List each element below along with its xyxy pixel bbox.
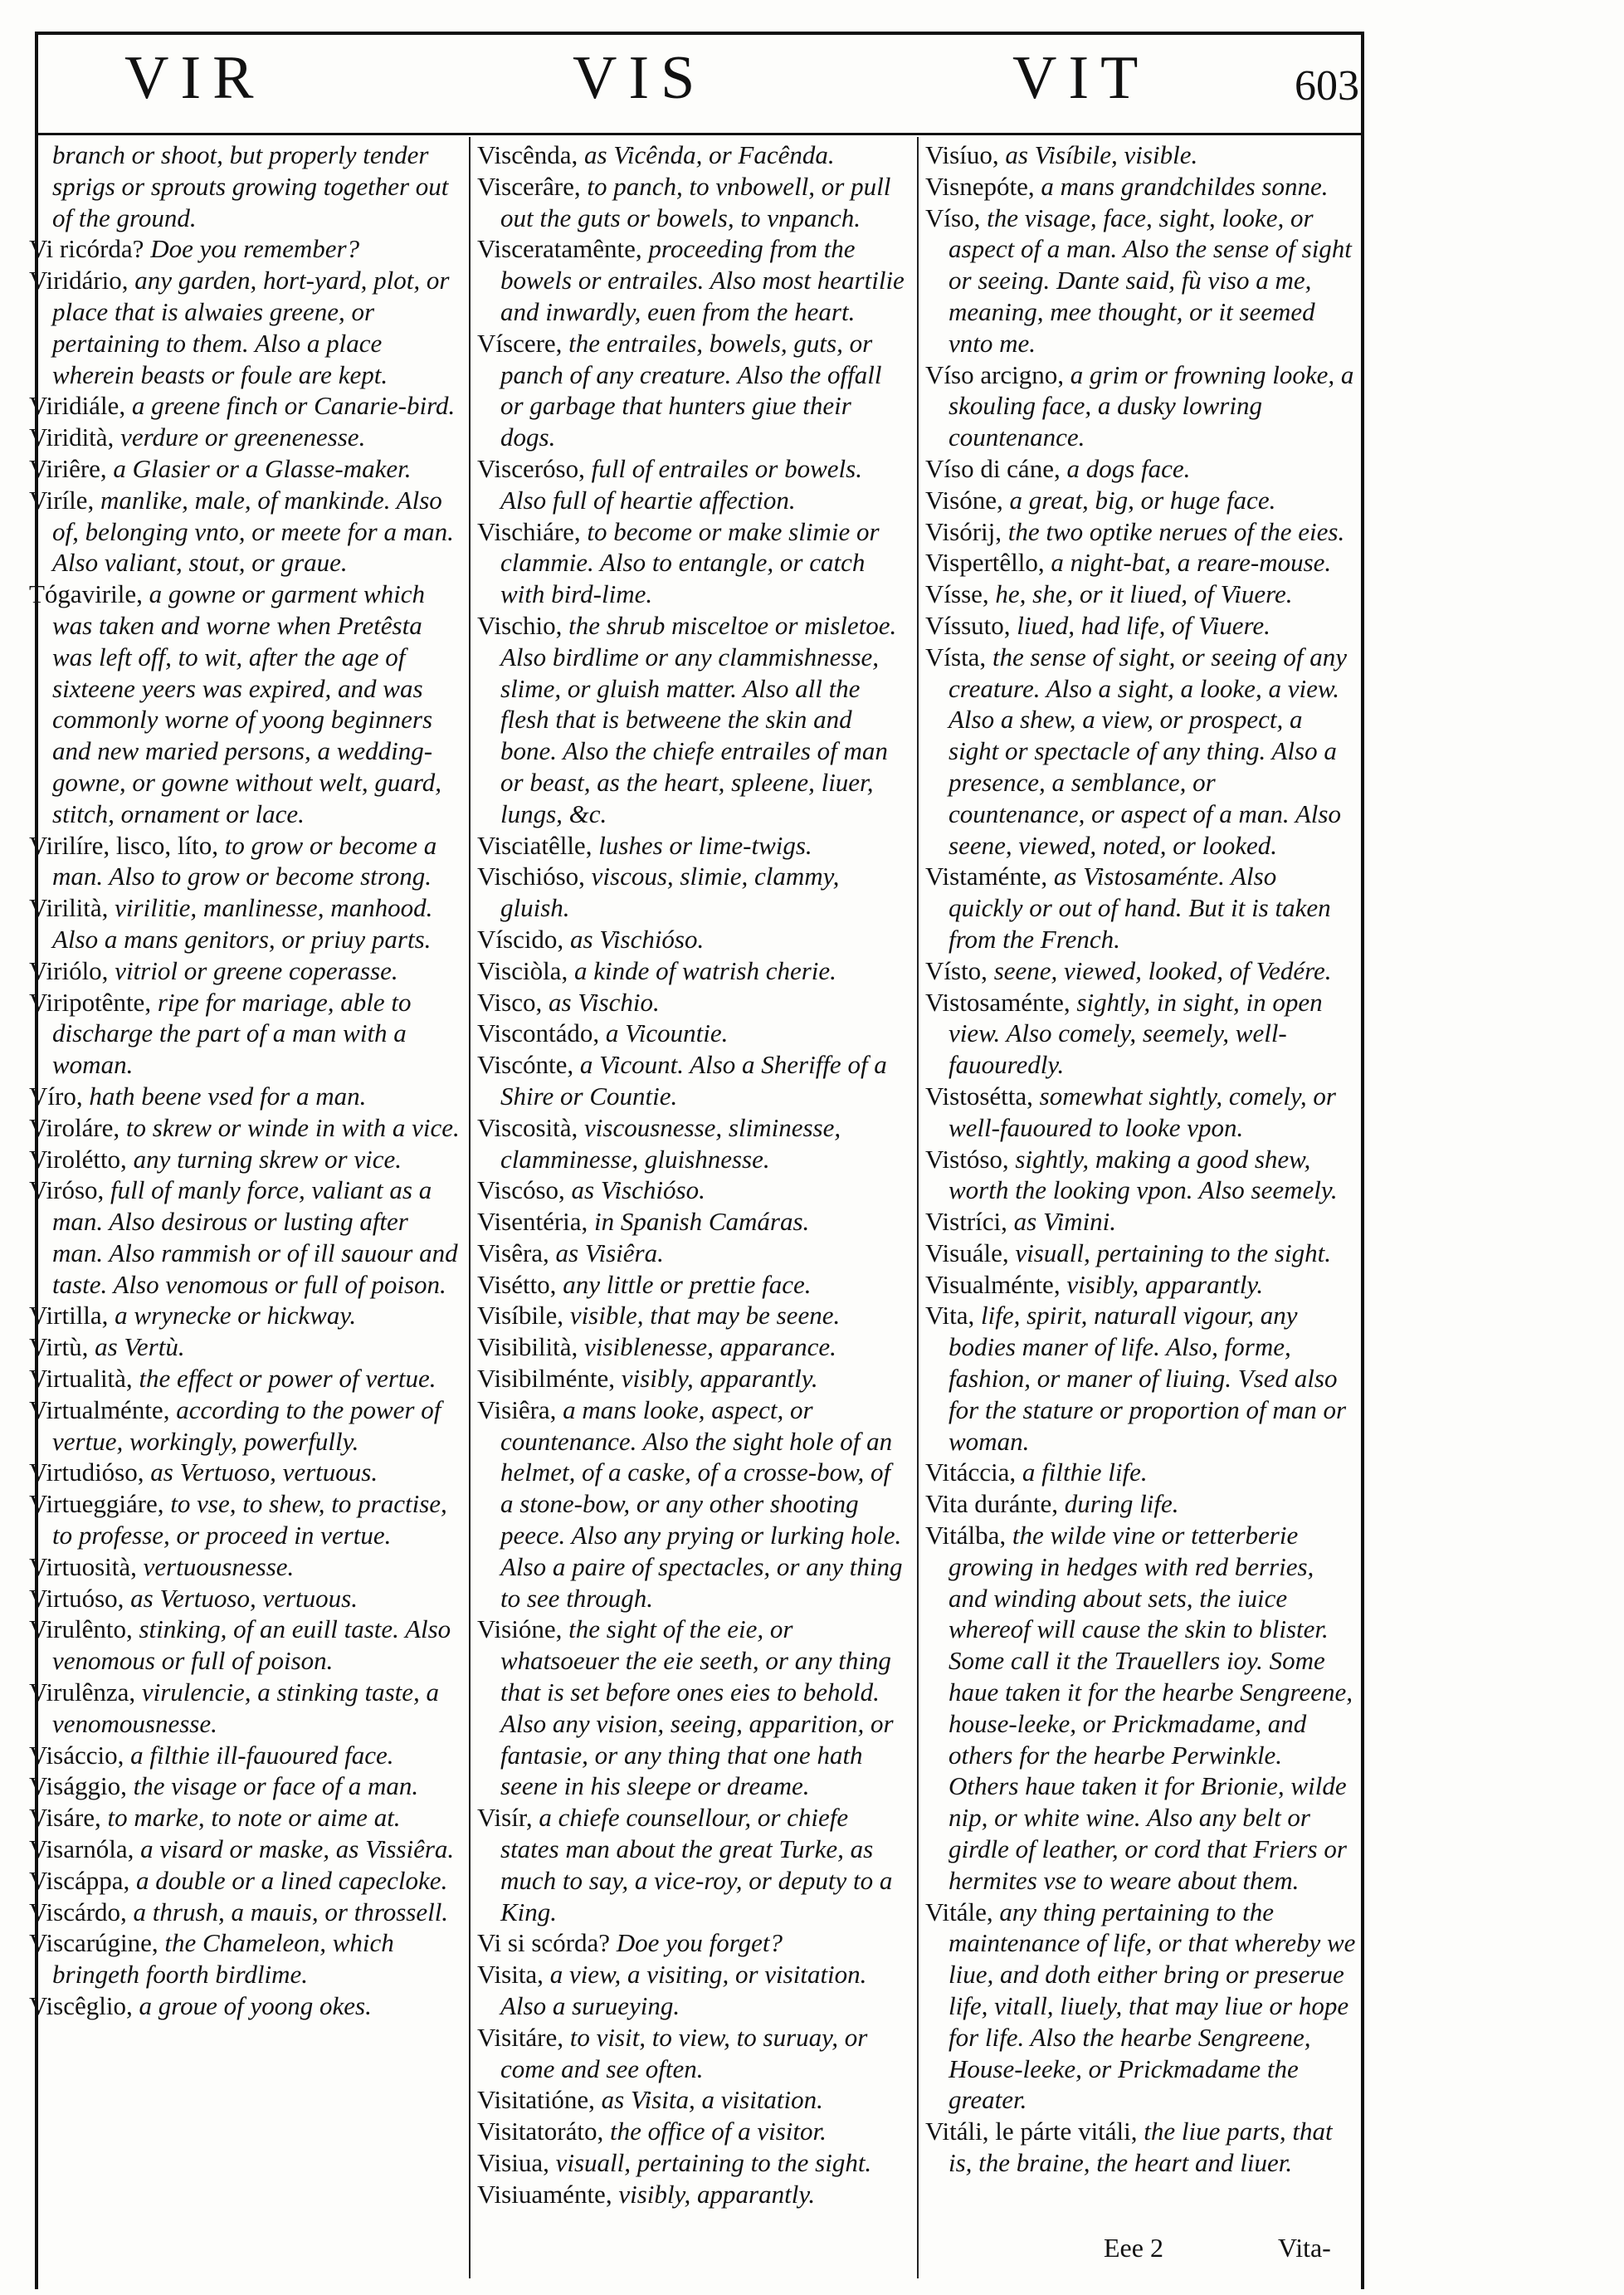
definition: any turning skrew or vice.	[133, 1144, 402, 1174]
headword: Vispertêllo,	[925, 548, 1045, 578]
dictionary-entry	[477, 139, 909, 171]
dictionary-entry	[477, 2084, 909, 2116]
headword: Visceróso,	[477, 453, 585, 483]
headword: Virolétto,	[29, 1144, 127, 1174]
headword: Viridiále,	[29, 391, 126, 421]
headword: Viroláre,	[29, 1112, 120, 1142]
dictionary-entry	[477, 2147, 909, 2179]
headword: Vita duránte,	[925, 1489, 1058, 1519]
headword: Visóne,	[925, 485, 1003, 515]
headword: Visciòla,	[477, 955, 568, 985]
definition: to marke, to note or aime at.	[107, 1803, 401, 1833]
definition: a mans grandchildes sonne.	[1041, 171, 1329, 201]
definition: to panch, to vnbowell, or pull out the guts or bowels, to vnpanch.	[500, 171, 891, 232]
headword: Viríle,	[29, 485, 95, 515]
dictionary-entry	[29, 1394, 461, 1458]
headword: Visitatióne,	[477, 2085, 595, 2115]
definition: as Vischióso.	[569, 924, 705, 954]
headword: Vísta,	[925, 642, 987, 671]
dictionary-entry	[29, 233, 461, 265]
definition: visibly, apparantly.	[1066, 1269, 1264, 1299]
headword: Viscontádo,	[477, 1018, 600, 1048]
headword: Vita,	[925, 1301, 975, 1331]
dictionary-entry	[477, 516, 909, 610]
definition: verdure or greenenesse.	[120, 422, 366, 452]
definition: the entrailes, bowels, guts, or panch of any creature. Also the offall or garbage that hunters giue their dogs.	[500, 328, 882, 452]
headword: Virulênto,	[29, 1614, 133, 1644]
dictionary-entry	[925, 516, 1357, 548]
definition: lushes or lime-twigs.	[598, 830, 812, 860]
headword: Visciatêlle,	[477, 830, 593, 860]
dictionary-entry	[29, 1990, 461, 2022]
dictionary-entry	[29, 422, 461, 453]
headword: Visiêra,	[477, 1394, 557, 1424]
dictionary-entry	[925, 203, 1357, 359]
definition: seene, viewed, looked, of Vedére.	[993, 955, 1332, 985]
dictionary-entry	[925, 610, 1357, 642]
headword: Vischióso,	[477, 862, 585, 891]
headword: Visórij,	[925, 516, 1002, 546]
dictionary-entry	[477, 610, 909, 830]
dictionary-entry	[477, 2116, 909, 2147]
headword: Viridità,	[29, 422, 115, 452]
definition: any thing pertaining to the maintenance of life, or that whereby we liue, and doth either bring or preserue life, vitall, liuely, that may liue or hope for life. Also the hearbe Sengreene, House-leeke, or Prickmadame the greater.	[949, 1897, 1356, 2115]
definition: a view, a visiting, or visitation. Also a surueying.	[500, 1960, 867, 2021]
headword: Viscáppa,	[29, 1865, 130, 1895]
definition: the shrub misceltoe or misletoe. Also birdlime or any clammishnesse, slime, or gluish matter. Also all the flesh that is betweene the skin and bone. Also the chiefe entrailes of man or beast, as the heart, spleene, liuer, lungs, &c.	[500, 610, 897, 828]
dictionary-entry	[477, 1018, 909, 1049]
headword: Vitálba,	[925, 1521, 1007, 1550]
definition: a night-bat, a reare-mouse.	[1051, 548, 1332, 578]
dictionary-entry	[925, 1457, 1357, 1488]
dictionary-entry	[29, 1740, 461, 1771]
dictionary-entry	[925, 359, 1357, 453]
headword: Viripotênte,	[29, 987, 152, 1017]
definition: as Vicênda, or Facênda.	[583, 140, 835, 169]
definition: full of entrailes or bowels. Also full of heartie affection.	[500, 453, 862, 515]
definition: any garden, hort-yard, plot, or place that is alwaies greene, or pertaining to them. Also a place wherein beasts or foule are kept.	[52, 266, 450, 389]
headword: Virtù,	[29, 1332, 89, 1362]
headword: Visuále,	[925, 1238, 1009, 1267]
dictionary-entry	[925, 1520, 1357, 1897]
dictionary-entry	[477, 1049, 909, 1112]
dictionary-entry	[477, 1112, 909, 1175]
dictionary-entry	[477, 2179, 909, 2210]
dictionary-entry	[29, 1081, 461, 1112]
headword: Víso arcigno,	[925, 359, 1065, 389]
dictionary-entry	[29, 1331, 461, 1363]
dictionary-entry	[925, 579, 1357, 610]
headword: Viridário,	[29, 266, 129, 295]
definition: according to the power of vertue, workingly, powerfully.	[52, 1394, 441, 1456]
definition: the office of a visitor.	[610, 2117, 827, 2146]
dictionary-entry	[29, 1144, 461, 1175]
dictionary-entry	[29, 1865, 461, 1897]
definition: visibly, apparantly.	[621, 1364, 818, 1394]
dictionary-entry	[29, 1770, 461, 1802]
definition: the sight of the eie, or whatsoeuer the eie seeth, or any thing that is set before ones eies to behold. Also any vision, seeing, apparition, or fantasie, or any thing that one hath seene in his sleepe or dreame.	[500, 1614, 894, 1801]
dictionary-entry	[477, 1959, 909, 2022]
dictionary-entry	[925, 1144, 1357, 1207]
column-rule-1	[469, 137, 471, 2278]
definition: vertuousnesse.	[143, 1551, 295, 1581]
definition: a thrush, a mauis, or throssell.	[133, 1897, 449, 1926]
definition: during life.	[1064, 1489, 1179, 1519]
definition: as Vertuoso, vertuous.	[130, 1583, 358, 1613]
dictionary-entry	[925, 171, 1357, 203]
dictionary-entry	[477, 1802, 909, 1927]
headword: Virtuóso,	[29, 1583, 124, 1613]
definition: a filthie life.	[1022, 1458, 1148, 1487]
definition: to visit, to view, to suruay, or come and see often.	[500, 2022, 868, 2083]
headword: Visualménte,	[925, 1269, 1061, 1299]
dictionary-entry	[477, 171, 909, 234]
dictionary-entry	[925, 1081, 1357, 1144]
dictionary-entry	[477, 233, 909, 327]
dictionary-entry	[477, 328, 909, 453]
dictionary-entry	[925, 1238, 1357, 1269]
definition: the effect or power of vertue.	[139, 1364, 436, 1394]
definition: a wrynecke or hickway.	[115, 1301, 357, 1331]
headword: Viscêglio,	[29, 1991, 133, 2021]
dictionary-entry	[925, 1897, 1357, 2117]
headword: Virilità,	[29, 893, 109, 923]
headword: Vistaménte,	[925, 862, 1048, 891]
dictionary-entry	[477, 1300, 909, 1331]
dictionary-entry	[477, 1394, 909, 1614]
signature-mark: Eee 2	[1104, 2233, 1163, 2263]
dictionary-entry	[29, 830, 461, 893]
dictionary-entry	[29, 579, 461, 829]
dictionary-entry	[925, 453, 1357, 485]
headword: Viscónte,	[477, 1050, 574, 1080]
definition: a greene finch or Canarie-bird.	[131, 391, 456, 421]
headword: Virtudióso,	[29, 1458, 144, 1487]
headword: Visiuaménte,	[477, 2179, 612, 2209]
dictionary-entry	[477, 924, 909, 955]
headword: Visáccio,	[29, 1740, 124, 1770]
definition: the two optike nerues of the eies.	[1007, 516, 1345, 546]
dictionary-entry	[29, 1583, 461, 1614]
definition: as Vertuoso, vertuous.	[150, 1458, 378, 1487]
dictionary-entry	[477, 1614, 909, 1802]
definition: as Visíbile, visible.	[1005, 140, 1198, 169]
definition: as Visiêra.	[555, 1238, 664, 1267]
dictionary-entry	[925, 485, 1357, 516]
dictionary-entry	[477, 861, 909, 924]
dictionary-entry	[29, 1614, 461, 1677]
definition: proceeding from the bowels or entrailes. Also most heartilie and inwardly, euen from the heart.	[500, 234, 905, 326]
dictionary-entry	[29, 1551, 461, 1583]
headword: Víso di cáne,	[925, 453, 1061, 483]
definition: a dogs face.	[1066, 453, 1191, 483]
running-head-center: VIS	[573, 44, 707, 112]
headword: Vísto,	[925, 955, 988, 985]
definition: hath beene vsed for a man.	[89, 1081, 367, 1111]
headword: Visêra,	[477, 1238, 549, 1267]
headword: Visír,	[477, 1803, 533, 1833]
dictionary-entry	[477, 1269, 909, 1301]
definition: to become or make slimie or clammie. Also to entangle, or catch with bird-lime.	[500, 516, 880, 609]
header-rule	[38, 133, 1361, 135]
definition: ripe for mariage, able to discharge the part of a man with a woman.	[52, 987, 412, 1080]
definition: life, spirit, naturall vigour, any bodies maner of life. Also, forme, fashion, or maner of liuing. Vsed also for the stature or proportion of man or woman.	[949, 1301, 1347, 1456]
dictionary-entry	[925, 1269, 1357, 1301]
dictionary-entry	[29, 892, 461, 955]
headword: Vitáli, le párte vitáli,	[925, 2117, 1138, 2146]
definition: visiblenesse, apparance.	[584, 1332, 836, 1362]
dictionary-entry	[477, 1363, 909, 1394]
definition: visuall, pertaining to the sight.	[555, 2148, 872, 2177]
dictionary-entry	[29, 1300, 461, 1331]
headword: Visíuo,	[925, 140, 999, 169]
definition: sightly, making a good shew, worth the looking vpon. Also seemely.	[949, 1144, 1338, 1205]
dictionary-entry	[29, 1363, 461, 1394]
definition: a visard or maske, as Vissiêra.	[140, 1834, 455, 1864]
dictionary-entry	[925, 2116, 1357, 2179]
definition: visuall, pertaining to the sight.	[1015, 1238, 1331, 1267]
headword: Vischiáre,	[477, 516, 581, 546]
dictionary-entry	[925, 1206, 1357, 1238]
headword: Viscóso,	[477, 1175, 565, 1205]
definition: he, she, or it liued, of Viuere.	[995, 579, 1293, 609]
headword: Virtualità,	[29, 1364, 133, 1394]
dictionary-entry	[925, 139, 1357, 171]
definition: sightly, in sight, in open view. Also comely, seemely, well-fauouredly.	[949, 987, 1323, 1080]
definition: visibly, apparantly.	[618, 2179, 816, 2209]
definition: a chiefe counsellour, or chiefe states man about the great Turke, as much to say, a vice-roy, or deputy to a King.	[500, 1803, 893, 1926]
definition: Doe you remember?	[150, 234, 360, 264]
headword: Vi ricórda?	[29, 234, 144, 264]
dictionary-entry	[477, 453, 909, 516]
headword: Virulênza,	[29, 1677, 136, 1707]
dictionary-entry	[925, 1300, 1357, 1457]
dictionary-entry	[29, 139, 461, 233]
headword: Viscosità,	[477, 1112, 578, 1142]
definition: to vse, to shew, to practise, to professe, or proceed in vertue.	[52, 1489, 447, 1550]
dictionary-entry	[925, 642, 1357, 862]
definition: a gowne or garment which was taken and worne when Pretêsta was left off, to wit, after the age of sixteene yeers was expired, and was commonly worne of yoong beginners and new maried persons, a wedding-gowne, or gowne without welt, guard, stitch, ornament or lace.	[52, 579, 442, 828]
headword: Visco,	[477, 987, 543, 1017]
definition: a Vicount. Also a Sheriffe of a Shire or Countie.	[500, 1050, 887, 1111]
dictionary-entry	[477, 1331, 909, 1363]
dictionary-entry	[925, 1488, 1357, 1520]
page-number: 603	[1295, 62, 1359, 110]
headword: Víscere,	[477, 328, 563, 358]
definition: stinking, of an euill taste. Also venomous or full of poison.	[52, 1614, 451, 1676]
definition: a filthie ill-fauoured face.	[130, 1740, 394, 1770]
headword: Vísse,	[925, 579, 989, 609]
running-head-right: VIT	[1012, 44, 1150, 112]
definition: as Vischio.	[548, 987, 660, 1017]
dictionary-entry	[29, 390, 461, 422]
headword: Visáre,	[29, 1803, 101, 1833]
headword: Vitáccia,	[925, 1458, 1017, 1487]
definition: to grow or become a man. Also to grow or become strong.	[52, 830, 437, 891]
headword: Virtilla,	[29, 1301, 109, 1331]
dictionary-entry	[925, 955, 1357, 987]
headword: Visióne,	[477, 1614, 563, 1644]
headword: Viscênda,	[477, 140, 578, 169]
headword: Visétto,	[477, 1269, 557, 1299]
column-rule-2	[917, 137, 919, 2278]
headword: Viscárdo,	[29, 1897, 127, 1926]
definition: liued, had life, of Viuere.	[1017, 610, 1270, 640]
column-middle	[477, 139, 909, 2273]
dictionary-entry	[477, 987, 909, 1018]
dictionary-entry	[29, 1927, 461, 1990]
definition: viscous, slimie, clammy, gluish.	[500, 862, 840, 923]
dictionary-entry	[477, 1238, 909, 1269]
headword: Visceratamênte,	[477, 234, 642, 264]
headword: Viscarúgine,	[29, 1928, 158, 1958]
dictionary-entry	[477, 1206, 909, 1238]
definition: a Glasier or a Glasse-maker.	[113, 453, 412, 483]
dictionary-entry	[925, 547, 1357, 579]
definition: as Vertù.	[95, 1332, 185, 1362]
definition: to skrew or winde in with a vice.	[125, 1112, 460, 1142]
dictionary-entry	[477, 2022, 909, 2085]
definition: a grim or frowning looke, a skouling face, a dusky lowring countenance.	[949, 359, 1354, 452]
headword: Vistóso,	[925, 1144, 1009, 1174]
headword: Virtuosità,	[29, 1551, 137, 1581]
frame-right-rule	[1361, 32, 1364, 2289]
definition: as Vistosaménte. Also quickly or out of hand. But it is taken from the French.	[949, 862, 1331, 954]
dictionary-entry	[925, 987, 1357, 1081]
headword: Vistosaménte,	[925, 987, 1070, 1017]
headword: Virtualménte,	[29, 1394, 170, 1424]
definition: as Vischióso.	[571, 1175, 705, 1205]
definition: a great, big, or huge face.	[1009, 485, 1276, 515]
headword: Virilíre, lisco, líto,	[29, 830, 219, 860]
headword: Visarnóla,	[29, 1834, 134, 1864]
dictionary-entry	[29, 1112, 461, 1144]
definition: vitriol or greene coperasse.	[115, 955, 398, 985]
headword: Visnepóte,	[925, 171, 1035, 201]
dictionary-entry	[477, 830, 909, 862]
definition: any little or prettie face.	[563, 1269, 812, 1299]
headword: Víssuto,	[925, 610, 1011, 640]
definition: the visage or face of a man.	[133, 1771, 419, 1801]
dictionary-entry	[29, 1174, 461, 1300]
headword: Viriêre,	[29, 453, 107, 483]
definition: manlike, male, of mankinde. Also of, belonging vnto, or meete for a man. Also valiant, stout, or graue.	[52, 485, 454, 578]
headword: Visággio,	[29, 1771, 127, 1801]
headword: Víro,	[29, 1081, 83, 1111]
headword: Visibilità,	[477, 1332, 578, 1362]
headword: Vi si scórda?	[477, 1928, 610, 1958]
headword: Visita,	[477, 1960, 544, 1990]
headword: Víscido,	[477, 924, 564, 954]
column-right	[925, 139, 1357, 2273]
headword: Visiua,	[477, 2148, 549, 2177]
dictionary-entry	[29, 1802, 461, 1834]
dictionary-entry	[29, 1457, 461, 1488]
dictionary-entry	[29, 955, 461, 987]
definition: the wilde vine or tetterberie growing in hedges with red berries, and winding about sets, the iuice whereof will cause the skin to blister. Some call it the Trauellers ioy. Some haue taken it for the hearbe Sengreene, house-leeke, or Prickmadame, and others for the hearbe Perwinkle. Others haue taken it for Brionie, wilde nip, or white wine. Also any belt or girdle of leather, or cord that Friers or hermites vse to weare about them.	[949, 1521, 1353, 1895]
definition: a mans looke, aspect, or countenance. Also the sight hole of an helmet, of a caske, of a crosse-bow, of a stone-bow, or any other shooting peece. Also any prying or lurking hole. Also a paire of spectacles, or any thing to see through.	[500, 1394, 903, 1613]
headword: Viscerâre,	[477, 171, 581, 201]
headword: Visentéria,	[477, 1207, 588, 1237]
dictionary-entry	[29, 1897, 461, 1928]
dictionary-entry	[477, 955, 909, 987]
headword: Visíbile,	[477, 1301, 564, 1331]
headword: Virtueggiáre,	[29, 1489, 164, 1519]
definition: the Chameleon, which bringeth foorth birdlime.	[52, 1928, 394, 1990]
definition: as Visita, a visitation.	[601, 2085, 823, 2115]
definition: visible, that may be seene.	[569, 1301, 841, 1331]
definition: viscousnesse, sliminesse, clamminesse, gluishnesse.	[500, 1112, 841, 1174]
headword: Vitále,	[925, 1897, 993, 1926]
dictionary-entry	[29, 1488, 461, 1551]
headword: Vistosétta,	[925, 1081, 1033, 1111]
definition: a double or a lined capecloke.	[135, 1865, 448, 1895]
definition: virilitie, manlinesse, manhood. Also a mans genitors, or priuy parts.	[52, 893, 433, 954]
definition: in Spanish Camáras.	[594, 1207, 810, 1237]
headword: Visitatoráto,	[477, 2117, 604, 2146]
definition: as Vimini.	[1013, 1207, 1117, 1237]
dictionary-entry	[29, 485, 461, 579]
frame-top-rule	[35, 32, 1363, 35]
column-left	[29, 139, 461, 2273]
dictionary-entry	[925, 861, 1357, 955]
definition: a groue of yoong okes.	[139, 1991, 372, 2021]
headword: Vischio,	[477, 610, 563, 640]
headword: Viriólo,	[29, 955, 109, 985]
definition: a Vicountie.	[605, 1018, 729, 1048]
definition: Doe you forget?	[616, 1928, 783, 1958]
definition: full of manly force, valiant as a man. Also desirous or lusting after man. Also rammish or of ill sauour and taste. Also venomous or full of poison.	[52, 1175, 458, 1299]
dictionary-entry	[29, 1834, 461, 1865]
headword: Viróso,	[29, 1175, 105, 1205]
definition: branch or shoot, but properly tender sprigs or sprouts growing together out of the ground.	[52, 140, 449, 232]
dictionary-entry	[29, 987, 461, 1081]
running-head-left: VIR	[124, 44, 266, 112]
definition: the liue parts, that is, the braine, the heart and liuer.	[949, 2117, 1333, 2177]
headword: Visitáre,	[477, 2022, 564, 2052]
headword: Tógavirile,	[29, 579, 143, 609]
dictionary-entry	[29, 265, 461, 390]
dictionary-entry	[29, 1677, 461, 1740]
definition: the visage, face, sight, looke, or aspect of a man. Also the sense of sight or seeing. Dante said, fù viso a me, meaning, mee thought, or it seemed vnto me.	[949, 203, 1352, 358]
headword: Vistríci,	[925, 1207, 1007, 1237]
dictionary-entry	[477, 1927, 909, 1959]
definition: a kinde of watrish cherie.	[573, 955, 836, 985]
catchword: Vita-	[1278, 2233, 1331, 2263]
definition: virulencie, a stinking taste, a venomousnesse.	[52, 1677, 440, 1738]
definition: the sense of sight, or seeing of any creature. Also a sight, a looke, a view. Also a shew, a view, or prospect, a sight or spectacle of any thing. Also a presence, a semblance, or countenance, or aspect of a man. Also seene, viewed, noted, or looked.	[949, 642, 1347, 860]
headword: Visibilménte,	[477, 1364, 616, 1394]
definition: somewhat sightly, comely, or well-fauoured to looke vpon.	[949, 1081, 1336, 1142]
dictionary-entry	[29, 453, 461, 485]
dictionary-entry	[477, 1174, 909, 1206]
headword: Víso,	[925, 203, 981, 232]
